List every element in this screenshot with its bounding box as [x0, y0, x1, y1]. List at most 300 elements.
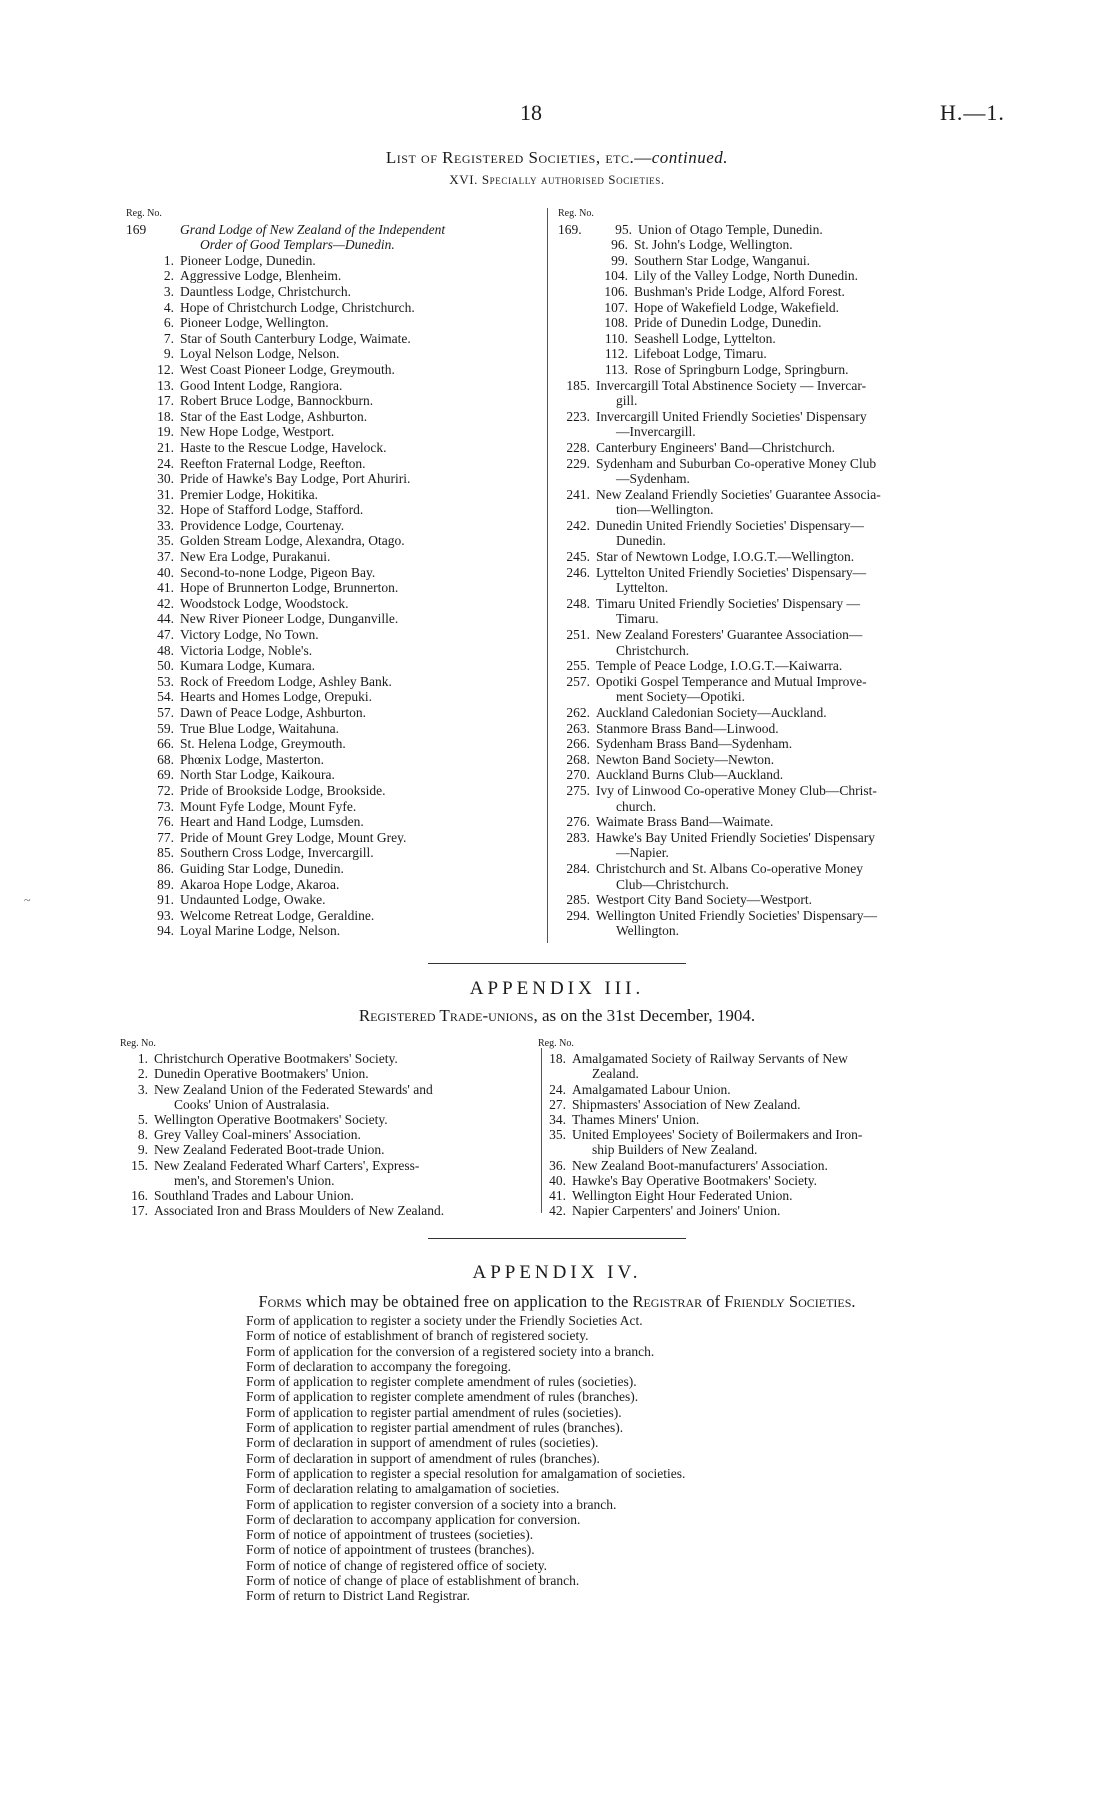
- margin-mark: ~: [24, 893, 31, 907]
- society-left-entry: [126, 378, 548, 394]
- society-left-entry: [126, 877, 548, 893]
- entry-text: [180, 658, 548, 674]
- entry-line: New Hope Lodge, Westport.: [180, 424, 335, 440]
- reg-number: 89.: [157, 876, 174, 892]
- society-right-entry: [558, 409, 978, 440]
- reg-number: 69.: [157, 767, 174, 783]
- entry-line: Associated Iron and Brass Moulders of New Zealand.: [154, 1203, 445, 1219]
- society-left-entry: [126, 861, 548, 877]
- societies-left-column: [126, 206, 548, 939]
- entry-line: Shipmasters' Association of New Zealand.: [572, 1096, 801, 1112]
- entry-text: [180, 440, 548, 456]
- entry-text: [596, 752, 978, 768]
- entry-text: [572, 1097, 970, 1112]
- entry-text: [180, 892, 548, 908]
- society-right-entry: [558, 346, 978, 362]
- society-right-entry: [558, 783, 978, 814]
- entry-line: Thames Miners' Union.: [572, 1112, 700, 1128]
- form-item: Form of notice of establishment of branch of registered society.: [246, 1328, 589, 1344]
- entry-text: [180, 424, 548, 440]
- trade-union-entry: [538, 1173, 970, 1188]
- entry-text: [180, 300, 548, 316]
- reg-number: 66.: [157, 736, 174, 752]
- entry-text: [572, 1188, 970, 1203]
- entry-text: [180, 705, 548, 721]
- society-left-entry: [126, 643, 548, 659]
- reg-number: 169.: [558, 221, 582, 237]
- form-item: Form of declaration relating to amalgamation of societies.: [246, 1481, 560, 1497]
- entry-line: New Zealand Union of the Federated Stewards' and: [154, 1081, 433, 1097]
- reg-number: 13.: [157, 377, 174, 393]
- entry-line: Undaunted Lodge, Owake.: [180, 892, 326, 908]
- entry-line: Temple of Peace Lodge, I.O.G.T.—Kaiwarra.: [596, 658, 843, 674]
- entry-line: Southern Star Lodge, Wanganui.: [634, 252, 811, 268]
- society-left-entry: [126, 689, 548, 705]
- trade-union-entry: [120, 1066, 544, 1081]
- society-right-entry: [558, 378, 978, 409]
- entry-line: Welcome Retreat Lodge, Geraldine.: [180, 907, 375, 923]
- reg-number-blank: [558, 237, 596, 253]
- entry-text: [154, 1158, 544, 1188]
- society-left-entry: [126, 783, 548, 799]
- entry-text: [634, 362, 978, 378]
- society-left-entry: [126, 611, 548, 627]
- reg-number: 86.: [157, 860, 174, 876]
- entry-line: Premier Lodge, Hokitika.: [180, 486, 318, 502]
- entry-text: [180, 533, 548, 549]
- society-left-entry: [126, 533, 548, 549]
- reg-number: 42.: [549, 1203, 566, 1219]
- society-left-entry: [126, 502, 548, 518]
- entry-line: Westport City Band Society—Westport.: [596, 892, 813, 908]
- entry-line: Akaroa Hope Lodge, Akaroa.: [180, 876, 340, 892]
- entry-line: Invercargill Total Abstinence Society — Invercar-: [596, 377, 867, 393]
- entry-line: Providence Lodge, Courtenay.: [180, 517, 345, 533]
- entry-text: [596, 861, 978, 892]
- entry-continuation: church.: [616, 798, 657, 814]
- society-right-entry: [558, 596, 978, 627]
- entry-line: St. John's Lodge, Wellington.: [634, 237, 793, 253]
- entry-line: Grey Valley Coal-miners' Association.: [154, 1127, 361, 1143]
- reg-number: 73.: [157, 798, 174, 814]
- society-left-entry: [126, 331, 548, 347]
- entry-text: [180, 674, 548, 690]
- entry-text: [572, 1127, 970, 1157]
- society-left-entry: [126, 456, 548, 472]
- entry-text: [180, 783, 548, 799]
- society-left-entry: [126, 565, 548, 581]
- society-left-entry: [126, 627, 548, 643]
- reg-number: 32.: [157, 502, 174, 518]
- society-left-entry: [126, 549, 548, 565]
- reg-number: 21.: [157, 439, 174, 455]
- society-left-entry: [126, 736, 548, 752]
- entry-line: Dawn of Peace Lodge, Ashburton.: [180, 705, 366, 720]
- form-item: Form of declaration in support of amendment of rules (societies).: [246, 1435, 599, 1451]
- entry-continuation: tion—Wellington.: [616, 502, 714, 518]
- reg-number: 4.: [163, 299, 174, 315]
- entry-line: Christchurch Operative Bootmakers' Society.: [154, 1051, 398, 1067]
- entry-line: Haste to the Rescue Lodge, Havelock.: [180, 439, 387, 455]
- entry-text: [180, 721, 548, 737]
- reg-number: 251.: [566, 627, 590, 643]
- entry-text: [634, 268, 978, 284]
- entry-line: Southland Trades and Labour Union.: [154, 1188, 354, 1204]
- page-number: 18: [520, 100, 542, 125]
- entry-text: [634, 237, 978, 253]
- society-right-entry: [558, 237, 978, 253]
- reg-number: 19.: [157, 424, 174, 440]
- form-item: Form of application to register partial amendment of rules (societies).: [246, 1404, 622, 1420]
- society-left-entry: [126, 424, 548, 440]
- entry-text: [596, 814, 978, 830]
- reg-number: 8.: [137, 1127, 148, 1143]
- society-right-entry: [558, 253, 978, 269]
- society-left-entry: [126, 362, 548, 378]
- entry-text: [180, 736, 548, 752]
- entry-line: Union of Otago Temple, Dunedin.: [638, 221, 823, 237]
- reg-number: 48.: [157, 642, 174, 658]
- trade-union-entry: [538, 1188, 970, 1203]
- society-left-entry: [126, 268, 548, 284]
- entry-line: Bushman's Pride Lodge, Alford Forest.: [634, 283, 845, 299]
- entry-continuation: men's, and Storemen's Union.: [174, 1172, 335, 1188]
- reg-number: 50.: [157, 658, 174, 674]
- entry-line: Auckland Burns Club—Auckland.: [596, 767, 784, 783]
- society-right-entry: [558, 284, 978, 300]
- entry-line: St. Helena Lodge, Greymouth.: [180, 736, 346, 752]
- entry-line: Invercargill United Friendly Societies' Dispensary: [596, 408, 867, 424]
- entry-line: Sydenham Brass Band—Sydenham.: [596, 736, 793, 752]
- trade-union-entry: [120, 1051, 544, 1066]
- entry-continuation: —Napier.: [616, 845, 669, 861]
- entry-line: West Coast Pioneer Lodge, Greymouth.: [180, 361, 395, 377]
- society-right-entry: [558, 456, 978, 487]
- reg-number: 27.: [549, 1096, 566, 1112]
- entry-text: [596, 565, 978, 596]
- entry-text: [180, 908, 548, 924]
- entry-line: New Zealand Boot-manufacturers' Association.: [572, 1157, 828, 1173]
- entry-text: [180, 596, 548, 612]
- entry-text: [180, 752, 548, 768]
- entry-text: [154, 1203, 544, 1218]
- entry-line: Kumara Lodge, Kumara.: [180, 658, 315, 674]
- entry-text: [180, 627, 548, 643]
- entry-line: Star of the East Lodge, Ashburton.: [180, 408, 368, 424]
- entry-continuation: gill.: [616, 393, 638, 409]
- entry-text: [180, 284, 548, 300]
- reg-number-blank: [558, 331, 596, 347]
- entry-text: [180, 268, 548, 284]
- reg-number: 57.: [157, 705, 174, 720]
- entry-line: Seashell Lodge, Lyttelton.: [634, 330, 776, 346]
- entry-text: [180, 331, 548, 347]
- society-left-entry: [126, 393, 548, 409]
- entry-line: Victoria Lodge, Noble's.: [180, 642, 313, 658]
- sub-reg-number: 108.: [604, 315, 628, 331]
- society-left-entry: [126, 830, 548, 846]
- society-right-entry: [558, 674, 978, 705]
- reg-number: 294.: [566, 907, 590, 923]
- entry-text: [596, 658, 978, 674]
- entry-line: Southern Cross Lodge, Invercargill.: [180, 845, 374, 861]
- society-right-entry: [558, 705, 978, 721]
- reg-no-header: Reg. No.: [126, 208, 162, 219]
- entry-text: [572, 1051, 970, 1081]
- reg-number: 17.: [157, 393, 174, 409]
- society-right-entry: [558, 814, 978, 830]
- entry-text: [180, 689, 548, 705]
- reg-number: 93.: [157, 907, 174, 923]
- reg-number-blank: [558, 315, 596, 331]
- entry-text: [172, 222, 548, 253]
- entry-line: Loyal Marine Lodge, Nelson.: [180, 923, 341, 939]
- entry-text: [180, 346, 548, 362]
- society-left-entry: [126, 705, 548, 721]
- reg-number: 91.: [157, 892, 174, 908]
- appendix-iii-subtitle-sc: Registered Trade-unions,: [358, 1006, 538, 1025]
- society-left-entry: [126, 440, 548, 456]
- entry-line: Victory Lodge, No Town.: [180, 627, 319, 643]
- trade-union-entry: [120, 1158, 544, 1188]
- document-reference: H.—1.: [940, 100, 1005, 125]
- entry-text: [596, 627, 978, 658]
- reg-number: 3.: [163, 283, 174, 299]
- reg-number: 5.: [137, 1112, 148, 1128]
- entry-line: Hope of Christchurch Lodge, Christchurch.: [180, 299, 415, 315]
- society-left-entry: [126, 814, 548, 830]
- form-item: Form of notice of change of place of establishment of branch.: [246, 1573, 580, 1589]
- entry-text: [596, 549, 978, 565]
- reg-number-blank: [558, 268, 596, 284]
- form-item: Form of declaration to accompany application for conversion.: [246, 1511, 581, 1527]
- entry-text: [180, 502, 548, 518]
- entry-line: Stanmore Brass Band—Linwood.: [596, 720, 779, 736]
- reg-number: 3.: [137, 1081, 148, 1097]
- entry-line: New River Pioneer Lodge, Dunganville.: [180, 611, 399, 627]
- reg-number: 228.: [566, 439, 590, 455]
- reg-number: 68.: [157, 751, 174, 767]
- form-item: Form of declaration to accompany the foregoing.: [246, 1358, 512, 1374]
- entry-line: Wellington Eight Hour Federated Union.: [572, 1188, 793, 1204]
- entry-line: Ivy of Linwood Co-operative Money Club—Christ-: [596, 782, 877, 798]
- entry-text: [596, 908, 978, 939]
- society-right-entry: [558, 222, 978, 238]
- entry-line: True Blue Lodge, Waitahuna.: [180, 720, 340, 736]
- society-left-entry: [126, 409, 548, 425]
- entry-line: Pride of Hawke's Bay Lodge, Port Ahuriri.: [180, 471, 411, 487]
- reg-number: 245.: [566, 549, 590, 565]
- reg-number: 85.: [157, 845, 174, 861]
- form-item: Form of notice of appointment of trustees (societies).: [246, 1527, 534, 1543]
- entry-text: [596, 736, 978, 752]
- entry-line: Hawke's Bay United Friendly Societies' Dispensary: [596, 829, 875, 845]
- reg-number: 77.: [157, 829, 174, 845]
- reg-number: 255.: [566, 658, 590, 674]
- reg-number: 262.: [566, 705, 590, 720]
- trade-union-entry: [538, 1203, 970, 1218]
- entry-line: Opotiki Gospel Temperance and Mutual Improve-: [596, 673, 867, 689]
- appendix-iii-subtitle: [0, 1006, 1114, 1026]
- entry-continuation: ship Builders of New Zealand.: [592, 1142, 758, 1158]
- entry-line: Hawke's Bay Operative Bootmakers' Society.: [572, 1172, 818, 1188]
- entry-continuation: —Sydenham.: [616, 471, 690, 487]
- entry-line: Lily of the Valley Lodge, North Dunedin.: [634, 268, 858, 284]
- society-left-entry: [126, 253, 548, 269]
- reg-number: 35.: [549, 1127, 566, 1143]
- entry-continuation: Lyttelton.: [616, 580, 669, 596]
- society-left-entry: [126, 580, 548, 596]
- reg-number: 229.: [566, 455, 590, 471]
- entry-line: Mount Fyfe Lodge, Mount Fyfe.: [180, 798, 357, 814]
- sub-reg-number: 104.: [604, 268, 628, 284]
- sub-reg-number: 110.: [604, 330, 628, 346]
- society-left-entry: [126, 845, 548, 861]
- entry-text: [596, 674, 978, 705]
- society-right-entry: [558, 767, 978, 783]
- trade-union-entry: [538, 1082, 970, 1097]
- reg-number: 1.: [163, 252, 174, 268]
- entry-text: [180, 845, 548, 861]
- trade-union-entry: [538, 1051, 970, 1081]
- entry-text: [154, 1112, 544, 1127]
- society-right-entry: [558, 627, 978, 658]
- sub-reg-number: 96.: [611, 237, 628, 253]
- reg-number: 241.: [566, 486, 590, 502]
- society-right-entry: [558, 487, 978, 518]
- reg-number: 276.: [566, 814, 590, 830]
- entry-text: [180, 643, 548, 659]
- trade-unions-left-column: [120, 1036, 544, 1218]
- form-item: Form of application to register conversion of a society into a branch.: [246, 1496, 617, 1512]
- entry-text: [634, 346, 978, 362]
- reg-number-blank: [558, 253, 596, 269]
- entry-continuation: Cooks' Union of Australasia.: [174, 1096, 330, 1112]
- society-right-entry: [558, 736, 978, 752]
- appendix-iv-subtitle-mid: which may be obtained free on application to the: [305, 1292, 629, 1311]
- form-item: Form of return to District Land Registrar.: [246, 1588, 470, 1604]
- reg-number-blank: [558, 284, 596, 300]
- entry-line: Hope of Brunnerton Lodge, Brunnerton.: [180, 580, 399, 596]
- society-right-entry: [558, 268, 978, 284]
- form-item: Form of application for the conversion of a registered society into a branch.: [246, 1343, 655, 1359]
- trade-unions-right-column: [538, 1036, 970, 1218]
- entry-text: [596, 440, 978, 456]
- reg-number: 41.: [549, 1188, 566, 1204]
- entry-text: [596, 378, 978, 409]
- society-right-entry: [558, 315, 978, 331]
- entry-line: Aggressive Lodge, Blenheim.: [180, 268, 342, 284]
- appendix-iv-friendly-societies: Friendly Societies.: [724, 1292, 856, 1311]
- reg-number: 270.: [566, 767, 590, 783]
- entry-line: New Era Lodge, Purakanui.: [180, 549, 331, 565]
- reg-number: 76.: [157, 814, 174, 830]
- society-right-entry: [558, 362, 978, 378]
- reg-number: 18.: [549, 1051, 566, 1067]
- entry-line: Timaru United Friendly Societies' Dispensary —: [596, 595, 861, 611]
- reg-number: 44.: [157, 611, 174, 627]
- reg-number: 12.: [157, 361, 174, 377]
- reg-number: 33.: [157, 517, 174, 533]
- entry-line: Rock of Freedom Lodge, Ashley Bank.: [180, 673, 392, 689]
- entry-text: [180, 487, 548, 503]
- entry-continuation: Zealand.: [592, 1066, 639, 1082]
- entry-line: Golden Stream Lodge, Alexandra, Otago.: [180, 533, 405, 549]
- entry-text: [634, 315, 978, 331]
- reg-number: 36.: [549, 1157, 566, 1173]
- society-right-entry: [558, 892, 978, 908]
- reg-number: 72.: [157, 782, 174, 798]
- society-left-entry: [126, 487, 548, 503]
- entry-text: [596, 721, 978, 737]
- entry-line: Hope of Wakefield Lodge, Wakefield.: [634, 299, 840, 315]
- reg-number: 169: [126, 221, 147, 237]
- entry-line: Lyttelton United Friendly Societies' Dispensary—: [596, 564, 867, 580]
- appendix-iv-forms-word: Forms: [258, 1292, 302, 1311]
- reg-number: 2.: [137, 1066, 148, 1082]
- trade-union-entry: [120, 1203, 544, 1218]
- entry-text: [180, 471, 548, 487]
- reg-number: 24.: [549, 1081, 566, 1097]
- sub-reg-number: 99.: [611, 252, 628, 268]
- sub-reg-number: 106.: [604, 283, 628, 299]
- reg-number: 285.: [566, 892, 590, 908]
- society-right-entry: [558, 565, 978, 596]
- reg-no-header: Reg. No.: [558, 208, 594, 219]
- reg-number: 6.: [163, 315, 174, 331]
- reg-number: 2.: [163, 268, 174, 284]
- entry-line: Loyal Nelson Lodge, Nelson.: [180, 346, 340, 362]
- entry-text: [596, 892, 978, 908]
- reg-number: 24.: [157, 455, 174, 471]
- society-left-entry: [126, 923, 548, 939]
- reg-number: 41.: [157, 580, 174, 596]
- entry-line: Christchurch and St. Albans Co-operative Money: [596, 860, 863, 876]
- entry-text: [572, 1173, 970, 1188]
- entry-text: [634, 300, 978, 316]
- reg-number: 31.: [157, 486, 174, 502]
- entry-line: Dunedin United Friendly Societies' Dispensary—: [596, 517, 864, 533]
- entry-line: New Zealand Federated Wharf Carters', Express-: [154, 1157, 420, 1173]
- society-right-entry: [558, 861, 978, 892]
- form-item: Form of application to register a society under the Friendly Societies Act.: [246, 1313, 643, 1328]
- reg-number: 185.: [566, 377, 590, 393]
- sub-reg-number: 95.: [615, 221, 632, 237]
- entry-text: [180, 378, 548, 394]
- entry-text: [180, 549, 548, 565]
- entry-line: Sydenham and Suburban Co-operative Money Club: [596, 455, 877, 471]
- appendix-iv-registrar: Registrar: [632, 1292, 703, 1311]
- entry-text: [180, 767, 548, 783]
- trade-union-entry: [538, 1097, 970, 1112]
- entry-continuation: Dunedin.: [616, 533, 666, 549]
- reg-number-blank: [558, 300, 596, 316]
- entry-continuation: Christchurch.: [616, 642, 690, 658]
- reg-number: 223.: [566, 408, 590, 424]
- trade-union-entry: [538, 1112, 970, 1127]
- list-title-continued: continued.: [651, 148, 729, 167]
- society-right-entry: [558, 440, 978, 456]
- entry-line: Hope of Stafford Lodge, Stafford.: [180, 502, 364, 518]
- trade-union-entry: [120, 1142, 544, 1157]
- sub-reg-number: 107.: [604, 299, 628, 315]
- society-right-entry: [558, 830, 978, 861]
- sub-reg-number: 112.: [604, 346, 628, 362]
- society-right-entry: [558, 549, 978, 565]
- society-left-entry: [126, 767, 548, 783]
- entry-line: North Star Lodge, Kaikoura.: [180, 767, 335, 783]
- form-item: Form of application to register complete amendment of rules (branches).: [246, 1389, 639, 1405]
